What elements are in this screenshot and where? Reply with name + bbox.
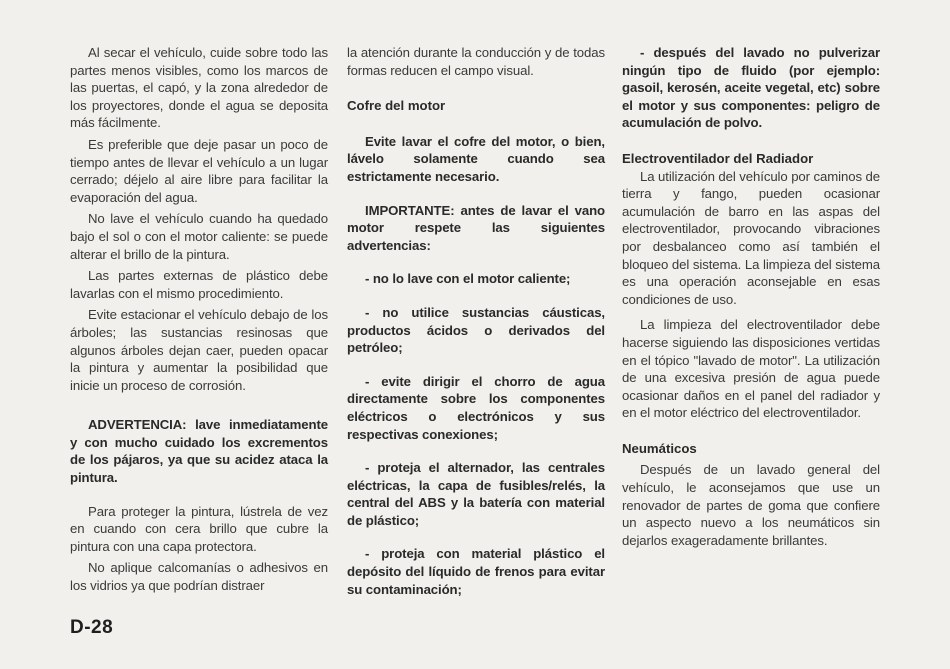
column-1 xyxy=(70,44,328,595)
list-item: - evite dirigir el chorro de agua directamente sobre los componentes eléctricos o electrónicos y sus respectivas conexiones; xyxy=(347,373,605,442)
paragraph: La limpieza del electroventilador debe hacerse siguiendo las disposiciones vertidas en el tópico "lavado de motor". La utilización de una excesiva presión de agua puede ocasionar daños en el panel del radiador y en el motor eléctrico del electroventilador. xyxy=(622,317,880,421)
paragraph: La utilización del vehículo por caminos de tierra y fango, pueden ocasionar acumulación de barro en las aspas del electroventilador, provocando vibraciones por desbalanceo como así también el bloqueo del sistema. La limpieza del sistema es una operación aconsejable en esas condiciones de uso. xyxy=(622,168,880,307)
paragraph: Para proteger la pintura, lústrela de vez en cuando con cera brillo que cubre la pintura con una capa protectora. xyxy=(70,503,328,554)
list-item: - no lo lave con el motor caliente; xyxy=(365,271,571,287)
paragraph: Las partes externas de plástico debe lavarlas con el mismo procedimiento. xyxy=(70,268,328,301)
paragraph: Evite lavar el cofre del motor, o bien, lávelo solamente cuando sea estrictamente necesario. xyxy=(347,133,605,184)
section-heading: Electroventilador del Radiador xyxy=(622,150,814,166)
paragraph: No lave el vehículo cuando ha quedado bajo el sol o con el motor caliente: se puede alterar el brillo de la pintura. xyxy=(70,211,328,262)
section-heading: Cofre del motor xyxy=(347,98,446,114)
paragraph: la atención durante la conducción y de todas formas reducen el campo visual. xyxy=(347,45,605,78)
important-paragraph: IMPORTANTE: antes de lavar el vano motor respete las siguientes advertencias: xyxy=(347,202,605,253)
warning-paragraph: ADVERTENCIA: lave inmediatamente y con mucho cuidado los excrementos de los pájaros, ya que su acidez ataca la pintura. xyxy=(70,417,328,486)
list-item: - proteja el alternador, las centrales eléctricas, la capa de fusibles/relés, la central del ABS y la batería con material de plástico; xyxy=(347,460,605,528)
list-item: - después del lavado no pulverizar ningún tipo de fluido (por ejemplo: gasoil, kerosén, aceite vegetal, etc) sobre el motor y sus componentes: peligro de acumulación de polvo. xyxy=(622,45,880,131)
list-item: - no utilice sustancias cáusticas, productos ácidos o derivados del petróleo; xyxy=(347,304,605,356)
section-heading: Neumáticos xyxy=(622,440,697,456)
paragraph: No aplique calcomanías o adhesivos en los vidrios ya que podrían distraer xyxy=(70,560,328,594)
paragraph: Evite estacionar el vehículo debajo de los árboles; las sustancias resinosas que algunos árboles dejan caer, pueden opacar la pintura y aumentar la posibilidad que inicie un proceso de corrosión. xyxy=(70,307,328,393)
page-number: D-28 xyxy=(70,617,114,638)
column-2 xyxy=(347,44,605,598)
paragraph: Es preferible que deje pasar un poco de tiempo antes de llevar el vehículo a un lugar cerrado; déjelo al aire libre para facilitar la evaporación del agua. xyxy=(70,136,328,205)
paragraph: Después de un lavado general del vehículo, le aconsejamos que use un renovador de partes de goma que confiere un aspecto nuevo a los neumáticos sin dejarlos exageradamente brillantes. xyxy=(622,462,880,548)
list-item: - proteja con material plástico el depósito del líquido de frenos para evitar su contaminación; xyxy=(347,546,605,597)
paragraph: Al secar el vehículo, cuide sobre todo las partes menos visibles, como los marcos de las puertas, el capó, y la zona alrededor de los proyectores, donde el agua se deposita más fácilmente. xyxy=(70,45,328,131)
column-3 xyxy=(622,44,880,549)
